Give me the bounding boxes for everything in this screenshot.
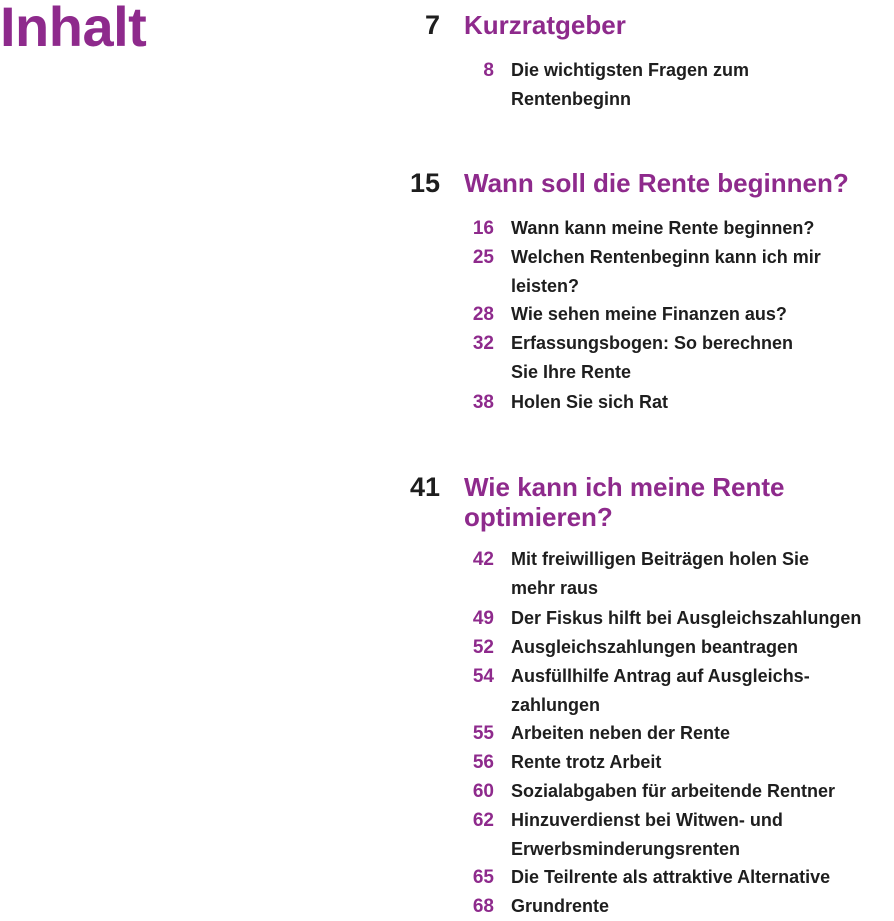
entry-page-number: 32 (472, 333, 494, 354)
entry-title: Ausgleichszahlungen beantragen (511, 637, 799, 657)
entry-title: Wie sehen meine Finanzen aus? (511, 304, 787, 324)
entry-page-number: 28 (472, 304, 494, 325)
chapter-title: Kurzratgeber (464, 10, 626, 40)
entry-page-number: 68 (472, 896, 494, 917)
entry-title: Der Fiskus hilft bei Ausgleichszahlungen (511, 608, 862, 628)
entry-title: Grundrente (511, 896, 610, 916)
page-title: Inhalt (0, 0, 147, 58)
entry-title: Rente trotz Arbeit (511, 752, 662, 772)
chapter-page-number: 41 (409, 472, 440, 502)
entry-page-number: 54 (472, 666, 494, 687)
entry-title: Mit freiwilligen Beiträgen holen Sie mehr raus (511, 549, 810, 598)
entry-title: Erfassungsbogen: So berechnen Sie Ihre Rente (511, 333, 794, 382)
entry-page-number: 60 (472, 781, 494, 802)
entry-page-number: 62 (472, 810, 494, 831)
entry-title: Hinzuverdienst bei Witwen- und Erwerbsminderungsrenten (511, 810, 783, 859)
entry-page-number: 38 (472, 392, 494, 413)
entry-title: Die wichtigsten Fragen zum Rentenbeginn (511, 60, 750, 109)
entry-title: Welchen Rentenbeginn kann ich mir leisten? (511, 247, 821, 296)
chapter-title: Wann soll die Rente beginnen? (464, 168, 849, 198)
entry-page-number: 49 (472, 608, 494, 629)
entry-page-number: 56 (472, 752, 494, 773)
entry-page-number: 52 (472, 637, 494, 658)
entry-page-number: 16 (472, 218, 494, 239)
entry-title: Arbeiten neben der Rente (511, 723, 731, 743)
chapter-title: Wie kann ich meine Rente optimieren? (464, 472, 785, 532)
entry-page-number: 55 (472, 723, 494, 744)
entry-title: Ausfüllhilfe Antrag auf Ausgleichs- zahlungen (511, 666, 810, 715)
chapter-page-number: 7 (424, 10, 440, 40)
entry-title: Wann kann meine Rente beginnen? (511, 218, 815, 238)
entry-page-number: 65 (472, 867, 494, 888)
entry-page-number: 8 (483, 60, 494, 81)
entry-page-number: 25 (472, 247, 494, 268)
entry-title: Sozialabgaben für arbeitende Rentner (511, 781, 836, 801)
entry-title: Die Teilrente als attraktive Alternative (511, 867, 831, 887)
entry-title: Holen Sie sich Rat (511, 392, 669, 412)
entry-page-number: 42 (472, 549, 494, 570)
chapter-page-number: 15 (409, 168, 440, 198)
